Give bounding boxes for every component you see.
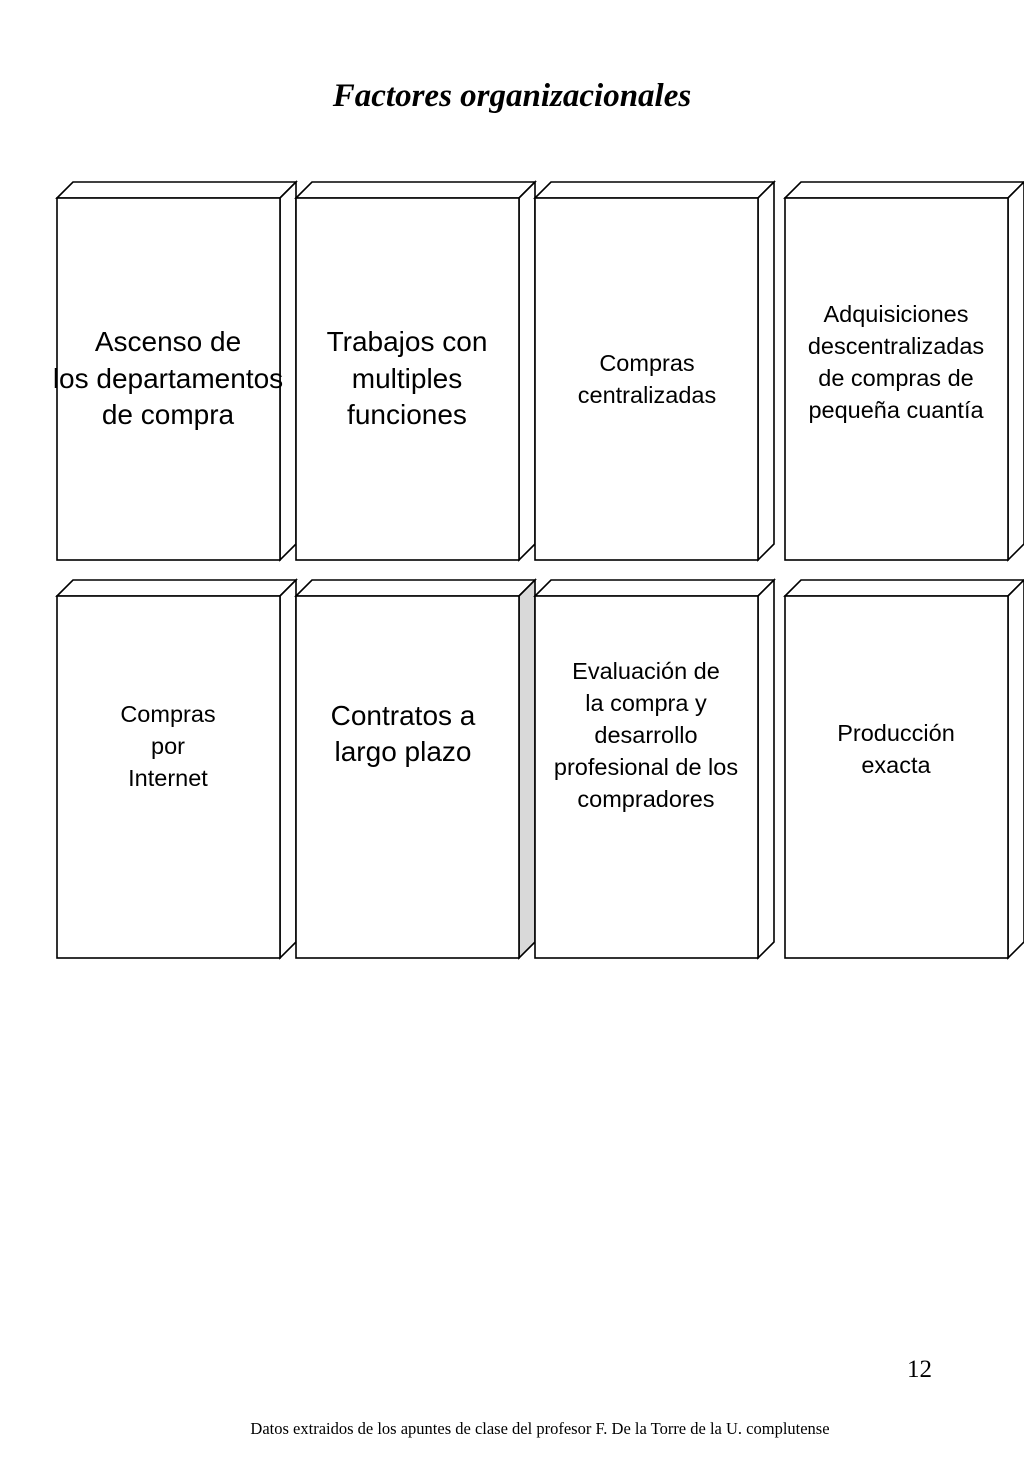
box-label-2: Compras centralizadas xyxy=(577,350,717,408)
box-label-4: Compras por Internet xyxy=(120,701,216,791)
box-top-face xyxy=(535,580,774,596)
box-label-1: Trabajos con multiples funciones xyxy=(326,326,488,431)
box-label-3: Adquisiciones descentralizadas de compras de pequeña cuantía xyxy=(807,301,985,423)
box-top-face xyxy=(57,580,296,596)
box-top-face xyxy=(57,182,296,198)
footer-source-note: Datos extraidos de los apuntes de clase del profesor F. De la Torre de la U. complutense xyxy=(250,1419,830,1438)
box-top-face xyxy=(785,182,1024,198)
box-top-face xyxy=(535,182,774,198)
box-label-7: Producción exacta xyxy=(837,720,955,778)
box-label-0: Ascenso de los departamentos de compra xyxy=(52,326,284,431)
box-top-face xyxy=(296,182,535,198)
page-title: Factores organizacionales xyxy=(332,78,692,114)
page-number: 12 xyxy=(907,1356,932,1383)
box-top-face xyxy=(785,580,1024,596)
box-label-6: Evaluación de la compra y desarrollo profesional de los compradores xyxy=(553,658,739,812)
box-label-5: Contratos a largo plazo xyxy=(330,699,476,767)
box-top-face xyxy=(296,580,535,596)
